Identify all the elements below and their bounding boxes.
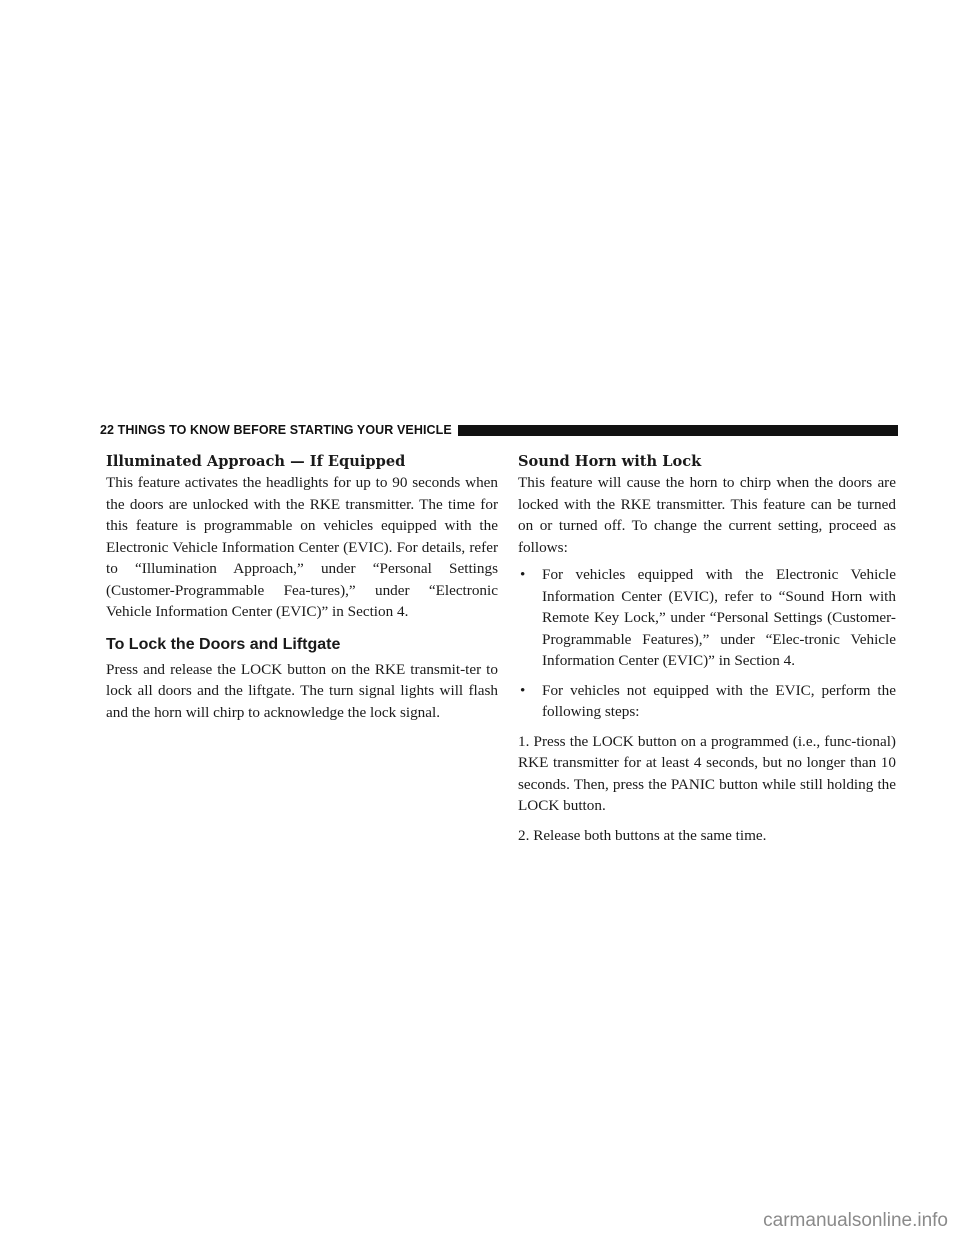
left-column [106, 452, 498, 723]
section-body-lock-doors: Press and release the LOCK button on the RKE transmit-ter to lock all doors and the liftgate. The turn signal lights will flash and the horn will chirp to acknowledge the lock signal. [106, 660, 498, 721]
section-body-illuminated-approach: This feature activates the headlights for up to 90 seconds when the doors are unlocked with the RKE transmitter. The time for this feature is programmable on vehicles equipped with the Electronic Vehicle Information Center (EVIC). For details, refer to “Illumination Approach,” under “Personal Settings (Customer-Programmable Fea-tures),” under “Electronic Vehicle Information Center (EVIC)” in Section 4. [106, 474, 498, 620]
step-2: 2. Release both buttons at the same time. [518, 826, 767, 844]
page-header [100, 421, 898, 439]
section-intro-sound-horn: This feature will cause the horn to chirp when the doors are locked with the RKE transmitter. This feature can be turned on or turned off. To change the current setting, proceed as follows: [518, 474, 896, 556]
list-item-text: For vehicles not equipped with the EVIC, perform the following steps: [542, 681, 896, 720]
right-column [518, 452, 896, 846]
bullet-icon: • [520, 566, 526, 583]
bullet-list [518, 564, 896, 723]
bullet-icon: • [520, 681, 526, 699]
list-item [518, 564, 896, 672]
section-title-illuminated-approach: Illuminated Approach — If Equipped [106, 453, 406, 470]
page-header-text: 22 THINGS TO KNOW BEFORE STARTING YOUR VEHICLE [100, 423, 452, 437]
list-item-text: For vehicles equipped with the Electronic Vehicle Information Center (EVIC), refer to “Sound Horn with Remote Key Lock,” under “Personal Settings (Customer-Programmable Features),” under “Elec-tronic Vehicle Information Center (EVIC)” in Section 4. [542, 566, 896, 669]
header-rule-bar [458, 425, 898, 436]
step-1: 1. Press the LOCK button on a programmed (i.e., func-tional) RKE transmitter for at least 4 seconds, but no longer than 10 seconds. Then, press the PANIC button while still holding the LOCK button. [518, 732, 896, 814]
section-title-sound-horn: Sound Horn with Lock [518, 453, 702, 470]
watermark-text: carmanualsonline.info [763, 1210, 948, 1231]
section-title-lock-doors: To Lock the Doors and Liftgate [106, 635, 341, 653]
list-item [518, 680, 896, 723]
